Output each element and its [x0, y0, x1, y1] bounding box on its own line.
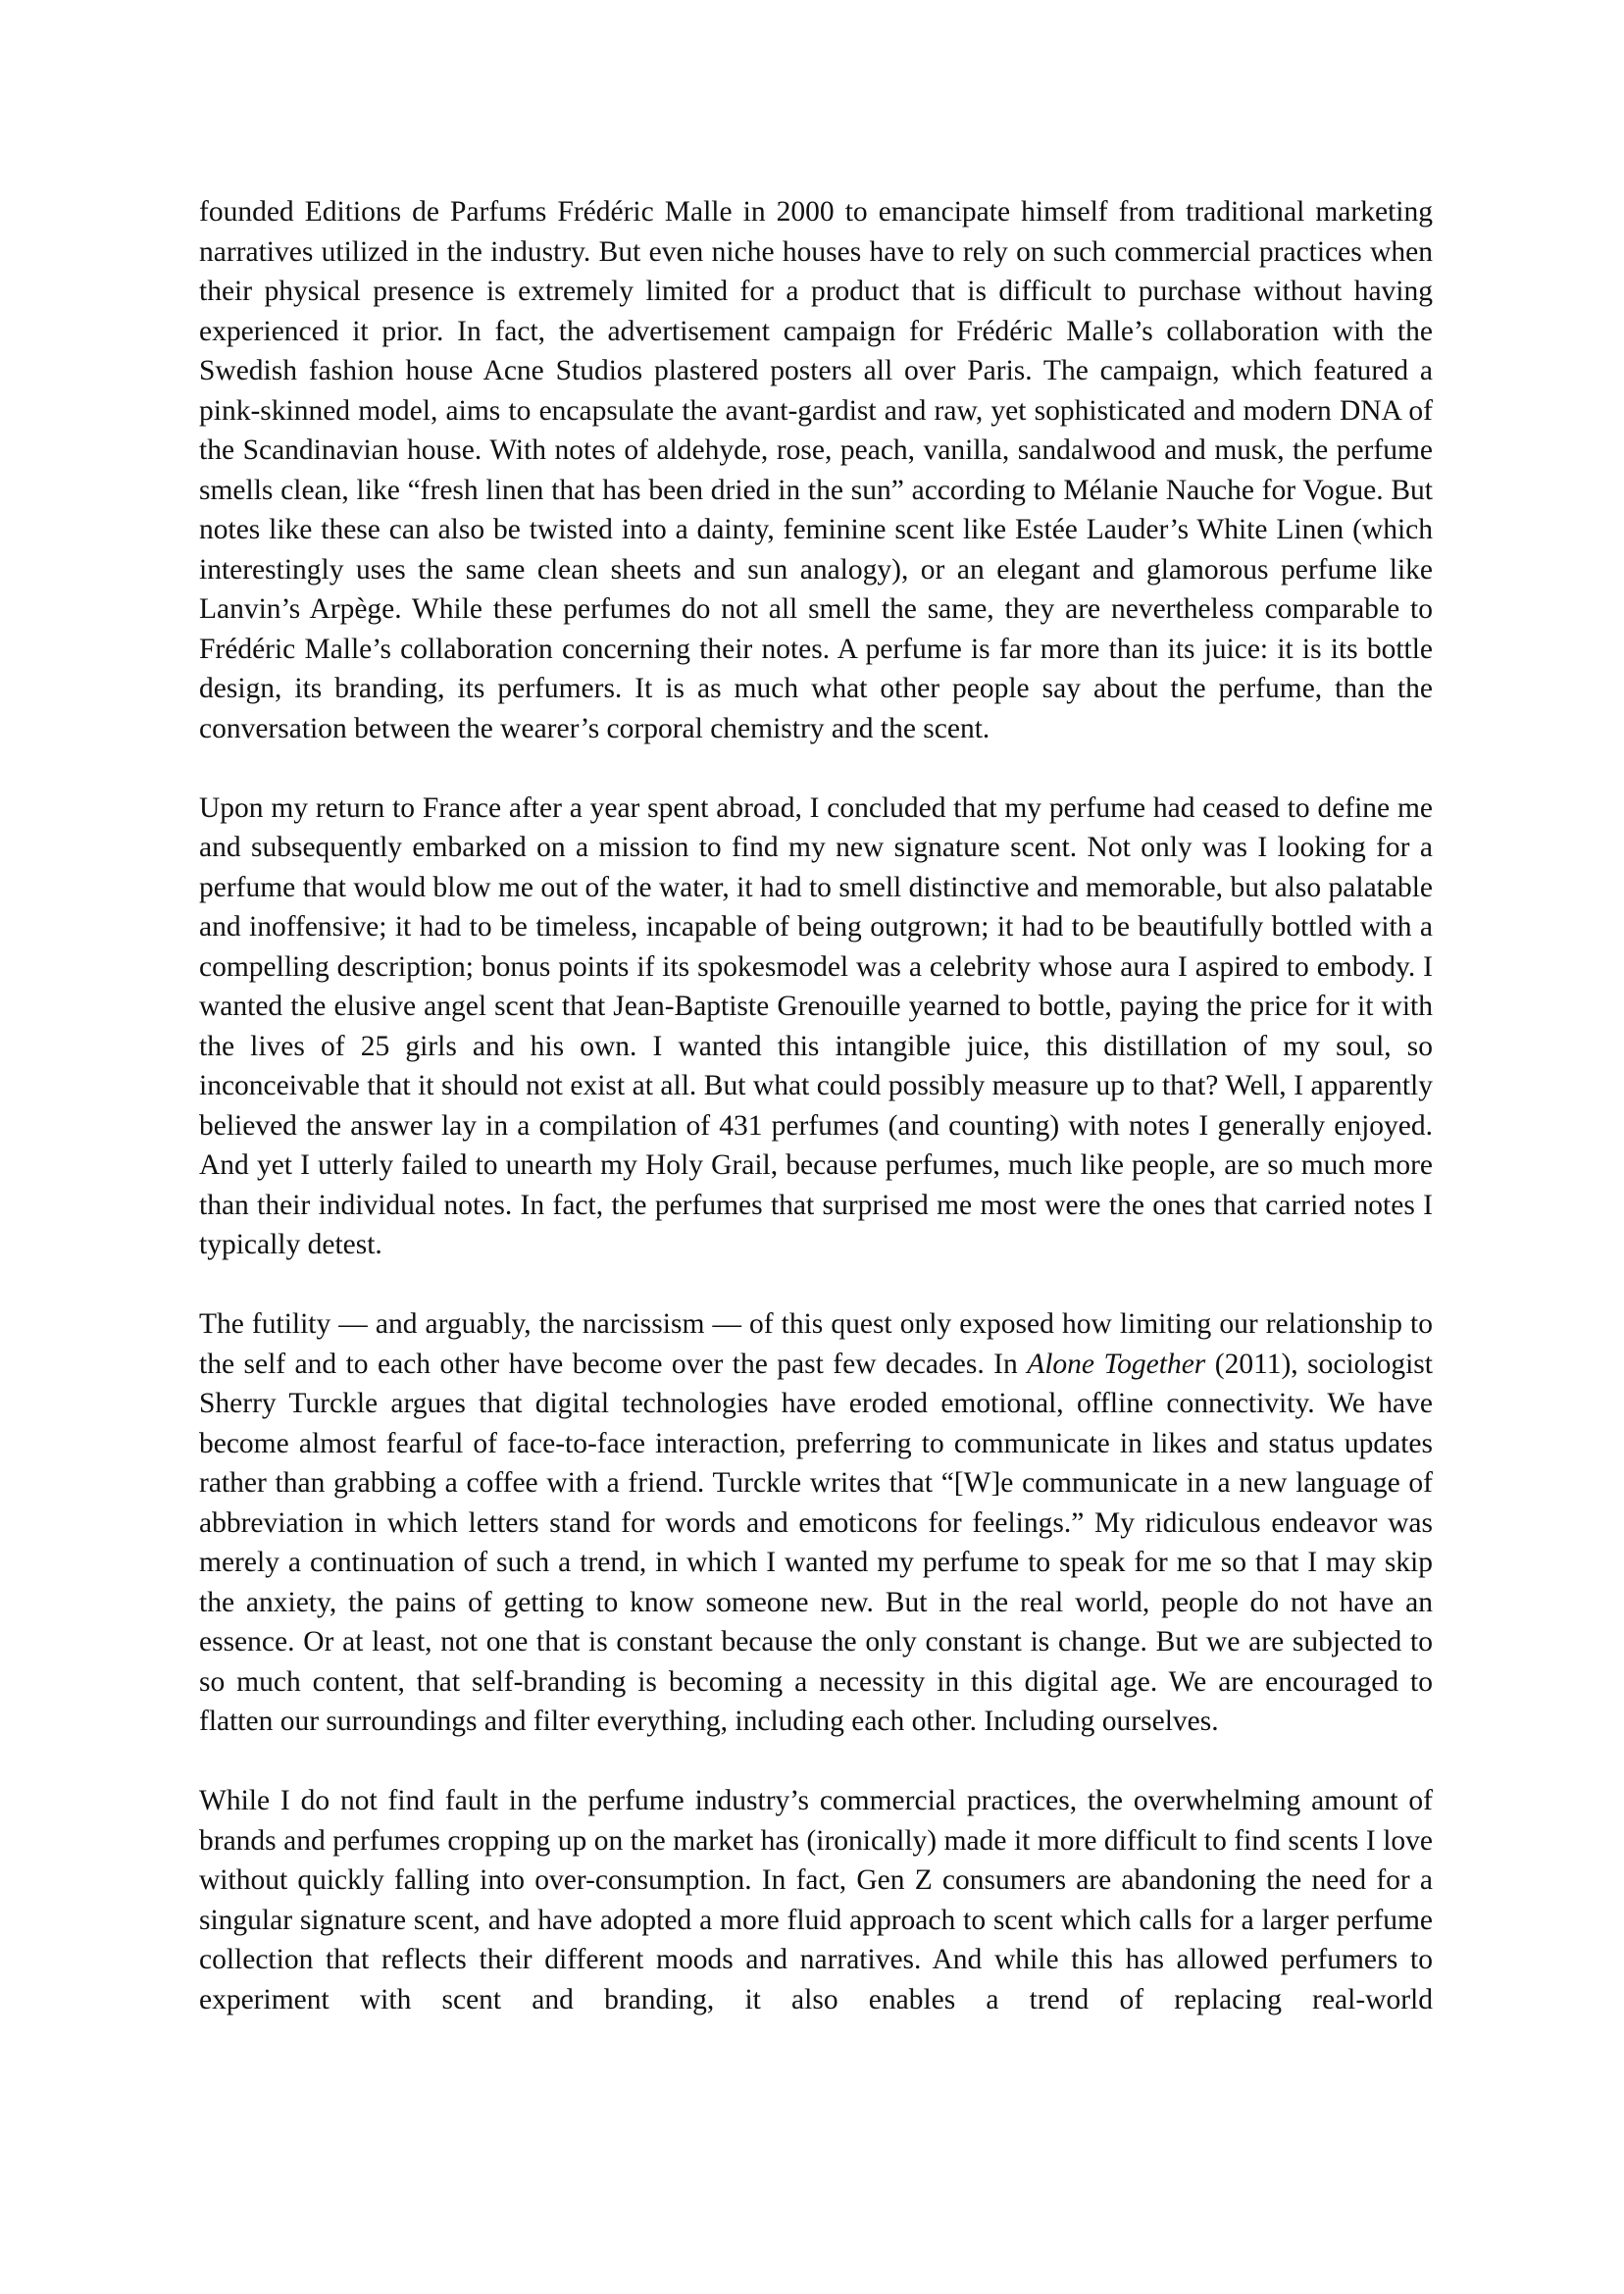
body-text [199, 192, 1433, 2019]
paragraph-text: The futility — and arguably, the narcissism — of this quest only exposed how limiting our relationship to the self and to each other have become over the past few decades. In [199, 1308, 1433, 1380]
paragraph-text: Upon my return to France after a year spent abroad, I concluded that my perfume had ceased to define me and subsequently embarked on a mission to find my new signature scent. Not only was I looking for a perfume that would blow me out of the water, it had to smell distinctive and memorable, but also palatable and inoffensive; it had to be timeless, incapable of being outgrown; it had to be beautifully bottled with a compelling description; bonus points if its spokesmodel was a celebrity whose aura I aspired to embody. I wanted the elusive angel scent that Jean-Baptiste Grenouille yearned to bottle, paying the price for it with the lives of 25 girls and his own. I wanted this intangible juice, this distillation of my soul, so inconceivable that it should not exist at all. But what could possibly measure up to that? Well, I apparently believed the answer lay in a compilation of 431 perfumes (and counting) with notes I generally enjoyed. And yet I utterly failed to unearth my Holy Grail, because perfumes, much like people, are so much more than their individual notes. In fact, the perfumes that surprised me most were the ones that carried notes I typically detest. [199, 791, 1433, 1260]
paragraph-1 [199, 192, 1433, 748]
paragraph-text: (2011), sociologist Sherry Turckle argues that digital technologies have eroded emotional, offline connectivity. We have become almost fearful of face-to-face interaction, preferring to communicate in likes and status updates rather than grabbing a coffee with a friend. Turckle writes that “[W]e communicate in a new language of abbreviation in which letters stand for words and emoticons for feelings.” My ridiculous endeavor was merely a continuation of such a trend, in which I wanted my perfume to speak for me so that I may skip the anxiety, the pains of getting to know someone new. But in the real world, people do not have an essence. Or at least, not one that is constant because the only constant is change. But we are subjected to so much content, that self-branding is becoming a necessity in this digital age. We are encouraged to flatten our surroundings and filter everything, including each other. Including ourselves. [199, 1348, 1433, 1737]
paragraph-2 [199, 789, 1433, 1265]
paragraph-4 [199, 1781, 1433, 2019]
paragraph-text: While I do not find fault in the perfume industry’s commercial practices, the overwhelming amount of brands and perfumes cropping up on the market has (ironically) made it more difficult to find scents I love without quickly falling into over-consumption. In fact, Gen Z consumers are abandoning the need for a singular signature scent, and have adopted a more fluid approach to scent which calls for a larger perfume collection that reflects their different moods and narratives. And while this has allowed perfumers to experiment with scent and branding, it also enables a trend of replacing real-world [199, 1785, 1433, 2015]
paragraph-3 [199, 1304, 1433, 1742]
paragraph-text: founded Editions de Parfums Frédéric Malle in 2000 to emancipate himself from traditional marketing narratives utilized in the industry. But even niche houses have to rely on such commercial practices when their physical presence is extremely limited for a product that is difficult to purchase without having experienced it prior. In fact, the advertisement campaign for Frédéric Malle’s collaboration with the Swedish fashion house Acne Studios plastered posters all over Paris. The campaign, which featured a pink-skinned model, aims to encapsulate the avant-gardist and raw, yet sophisticated and modern DNA of the Scandinavian house. With notes of aldehyde, rose, peach, vanilla, sandalwood and musk, the perfume smells clean, like “fresh linen that has been dried in the sun” according to Mélanie Nauche for Vogue. But notes like these can also be twisted into a dainty, feminine scent like Estée Lauder’s White Linen (which interestingly uses the same clean sheets and sun analogy), or an elegant and glamorous perfume like Lanvin’s Arpège. While these perfumes do not all smell the same, they are nevertheless comparable to Frédéric Malle’s collaboration concerning their notes. A perfume is far more than its juice: it is its bottle design, its branding, its perfumers. It is as much what other people say about the perfume, than the conversation between the wearer’s corporal chemistry and the scent. [199, 196, 1433, 744]
book-title-italic: Alone Together [1027, 1348, 1206, 1380]
